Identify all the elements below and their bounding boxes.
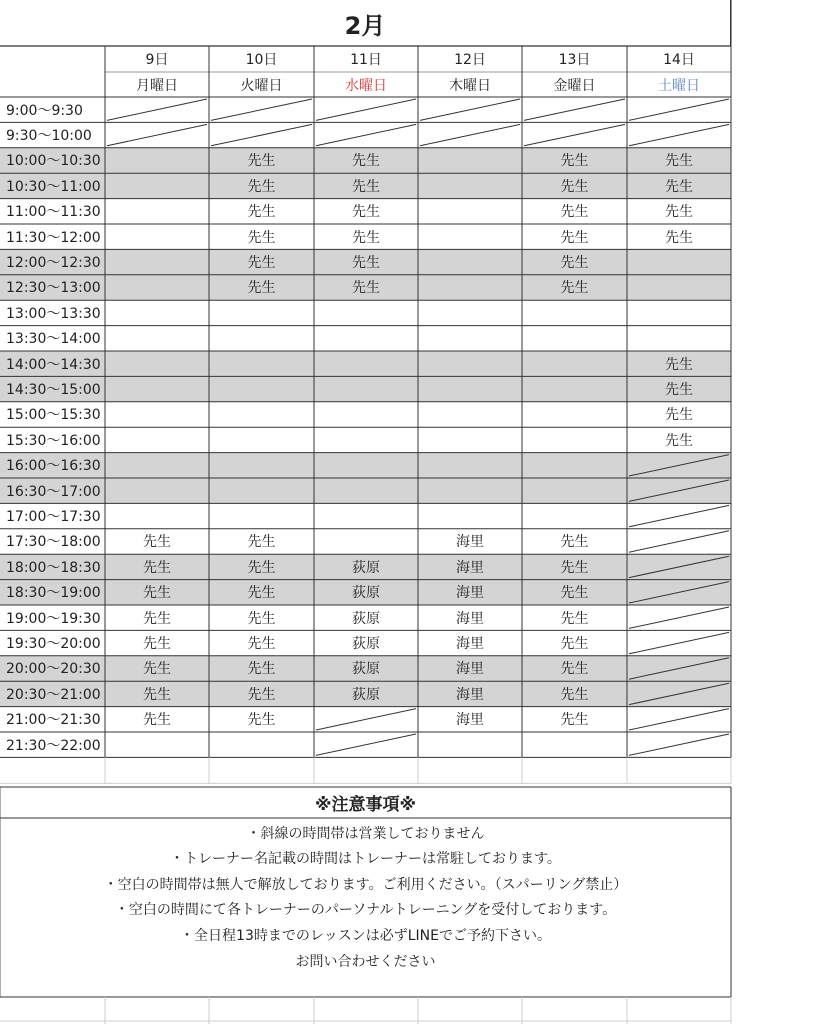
trainer-cell: 海里 <box>456 712 484 729</box>
notice-line: ・全日程13時までのレッスンは必ずLINEでご予約下さい。 <box>180 927 551 944</box>
closed-slot-diagonal <box>316 734 416 755</box>
trainer-cell: 先生 <box>247 636 276 653</box>
trainer-cell: 先生 <box>560 255 589 272</box>
trainer-cell: 先生 <box>247 178 276 195</box>
trainer-cell: 先生 <box>247 153 276 170</box>
closed-slot-diagonal <box>629 99 729 120</box>
trainer-cell: 先生 <box>352 280 380 297</box>
month-title: 2月 <box>0 0 731 46</box>
trainer-cell: 海里 <box>456 585 484 602</box>
trainer-cell: 先生 <box>143 534 171 551</box>
trainer-cell: 先生 <box>143 661 171 678</box>
time-slot-label: 17:00～17:30 <box>6 509 101 526</box>
trainer-cell: 先生 <box>560 204 589 221</box>
trainer-cell: 荻原 <box>352 686 380 703</box>
closed-slot-diagonal <box>629 556 729 577</box>
trainer-cell: 先生 <box>247 280 276 297</box>
trainer-cell: 海里 <box>456 636 484 653</box>
day-date-header: 13日 <box>558 52 591 68</box>
closed-slot-diagonal <box>316 124 416 145</box>
trainer-cell: 先生 <box>560 280 589 297</box>
trainer-cell: 先生 <box>665 356 693 373</box>
time-slot-label: 16:00～16:30 <box>6 458 101 475</box>
trainer-cell: 荻原 <box>352 585 380 602</box>
trainer-cell: 先生 <box>560 559 589 576</box>
trainer-cell: 先生 <box>665 382 693 399</box>
trainer-cell: 先生 <box>665 229 693 246</box>
closed-slot-diagonal <box>629 709 729 730</box>
trainer-cell: 先生 <box>247 686 276 703</box>
closed-slot-diagonal <box>420 124 520 145</box>
trainer-cell: 先生 <box>352 153 380 170</box>
trainer-cell: 海里 <box>456 661 484 678</box>
trainer-cell: 先生 <box>143 686 171 703</box>
trainer-cell: 荻原 <box>352 559 380 576</box>
trainer-cell: 海里 <box>456 686 484 703</box>
trainer-cell: 海里 <box>456 534 484 551</box>
closed-slot-diagonal <box>524 99 625 120</box>
trainer-cell: 先生 <box>352 229 380 246</box>
trainer-cell: 先生 <box>143 559 171 576</box>
closed-slot-diagonal <box>316 99 416 120</box>
trainer-cell: 先生 <box>560 661 589 678</box>
trainer-cell: 先生 <box>247 229 276 246</box>
closed-slot-diagonal <box>316 709 416 730</box>
trainer-cell: 先生 <box>247 610 276 627</box>
trainer-cell: 先生 <box>143 712 171 729</box>
closed-slot-diagonal <box>629 658 729 679</box>
time-slot-label: 19:30～20:00 <box>6 636 101 653</box>
time-slot-label: 15:00～15:30 <box>6 407 101 424</box>
trainer-cell: 荻原 <box>352 610 380 627</box>
day-date-header: 11日 <box>350 52 382 68</box>
time-slot-label: 16:30～17:00 <box>6 483 101 500</box>
trainer-cell: 先生 <box>560 153 589 170</box>
weekday-header: 金曜日 <box>553 77 596 94</box>
trainer-cell: 先生 <box>560 636 589 653</box>
trainer-cell: 先生 <box>665 153 693 170</box>
trainer-cell: 先生 <box>143 636 171 653</box>
time-slot-label: 19:00～19:30 <box>6 610 101 627</box>
time-slot-label: 14:30～15:00 <box>6 382 101 399</box>
trainer-cell: 先生 <box>247 661 276 678</box>
closed-slot-diagonal <box>211 124 312 145</box>
closed-slot-diagonal <box>629 734 729 755</box>
time-slot-label: 20:30～21:00 <box>6 686 101 703</box>
trainer-cell: 先生 <box>247 585 276 602</box>
weekday-header: 水曜日 <box>345 77 387 94</box>
trainer-cell: 先生 <box>560 585 589 602</box>
closed-slot-diagonal <box>524 124 625 145</box>
day-date-header: 9日 <box>145 52 169 68</box>
time-slot-label: 11:30～12:00 <box>6 229 101 246</box>
trainer-cell: 先生 <box>560 534 589 551</box>
trainer-cell: 先生 <box>665 432 693 449</box>
time-slot-label: 12:00～12:30 <box>6 255 101 272</box>
trainer-cell: 先生 <box>352 204 380 221</box>
closed-slot-diagonal <box>629 124 729 145</box>
trainer-cell: 先生 <box>352 255 380 272</box>
time-slot-label: 21:00～21:30 <box>6 712 101 729</box>
closed-slot-diagonal <box>629 480 729 501</box>
closed-slot-diagonal <box>629 683 729 704</box>
weekday-header: 土曜日 <box>658 77 700 94</box>
time-slot-label: 10:00～10:30 <box>6 153 101 170</box>
trainer-cell: 先生 <box>143 610 171 627</box>
closed-slot-diagonal <box>211 99 312 120</box>
time-slot-label: 21:30～22:00 <box>6 737 101 754</box>
trainer-cell: 先生 <box>143 585 171 602</box>
trainer-cell: 先生 <box>247 534 276 551</box>
closed-slot-diagonal <box>629 531 729 552</box>
trainer-cell: 先生 <box>560 686 589 703</box>
trainer-cell: 先生 <box>560 178 589 195</box>
trainer-cell: 先生 <box>560 229 589 246</box>
trainer-cell: 海里 <box>456 610 484 627</box>
time-slot-label: 9:30～10:00 <box>6 128 92 145</box>
time-slot-label: 18:00～18:30 <box>6 559 101 576</box>
day-date-header: 14日 <box>663 52 695 68</box>
closed-slot-diagonal <box>107 124 207 145</box>
weekday-header: 木曜日 <box>449 77 491 94</box>
notice-heading: ※注意事項※ <box>314 795 417 815</box>
weekday-header: 月曜日 <box>136 77 178 94</box>
trainer-cell: 先生 <box>665 204 693 221</box>
time-slot-label: 13:30～14:00 <box>6 331 101 348</box>
closed-slot-diagonal <box>420 99 520 120</box>
time-slot-label: 17:30～18:00 <box>6 534 101 551</box>
time-slot-label: 10:30～11:00 <box>6 178 101 195</box>
trainer-cell: 先生 <box>665 407 693 424</box>
trainer-cell: 海里 <box>456 559 484 576</box>
time-slot-label: 11:00～11:30 <box>6 204 101 221</box>
weekday-header: 火曜日 <box>240 77 283 94</box>
notice-line: ・空白の時間帯は無人で解放しております。ご利用ください。（スパーリング禁止） <box>103 876 628 893</box>
closed-slot-diagonal <box>629 505 729 526</box>
closed-slot-diagonal <box>629 632 729 653</box>
trainer-cell: 先生 <box>247 559 276 576</box>
trainer-cell: 先生 <box>665 178 693 195</box>
closed-slot-diagonal <box>629 607 729 628</box>
time-slot-label: 12:30～13:00 <box>6 280 101 297</box>
trainer-cell: 先生 <box>247 255 276 272</box>
trainer-cell: 荻原 <box>352 661 380 678</box>
notice-line: お問い合わせください <box>295 953 436 970</box>
trainer-cell: 先生 <box>247 712 276 729</box>
trainer-cell: 先生 <box>560 610 589 627</box>
notice-line: ・トレーナー名記載の時間はトレーナーは常駐しております。 <box>170 851 561 868</box>
day-date-header: 12日 <box>454 52 486 68</box>
time-slot-label: 15:30～16:00 <box>6 432 101 449</box>
day-date-header: 10日 <box>245 52 278 68</box>
time-slot-label: 18:30～19:00 <box>6 585 101 602</box>
trainer-cell: 先生 <box>352 178 380 195</box>
time-slot-label: 13:00～13:30 <box>6 305 101 322</box>
trainer-cell: 荻原 <box>352 636 380 653</box>
closed-slot-diagonal <box>629 455 729 476</box>
time-slot-label: 20:00～20:30 <box>6 661 101 678</box>
notice-line: ・斜線の時間帯は営業しておりません <box>246 825 485 842</box>
closed-slot-diagonal <box>629 582 729 603</box>
trainer-cell: 先生 <box>247 204 276 221</box>
time-slot-label: 14:00～14:30 <box>6 356 101 373</box>
notice-line: ・空白の時間にて各トレーナーのパーソナルトレーニングを受付しております。 <box>114 902 617 919</box>
trainer-cell: 先生 <box>560 712 589 729</box>
closed-slot-diagonal <box>107 99 207 120</box>
time-slot-label: 9:00～9:30 <box>6 102 83 119</box>
